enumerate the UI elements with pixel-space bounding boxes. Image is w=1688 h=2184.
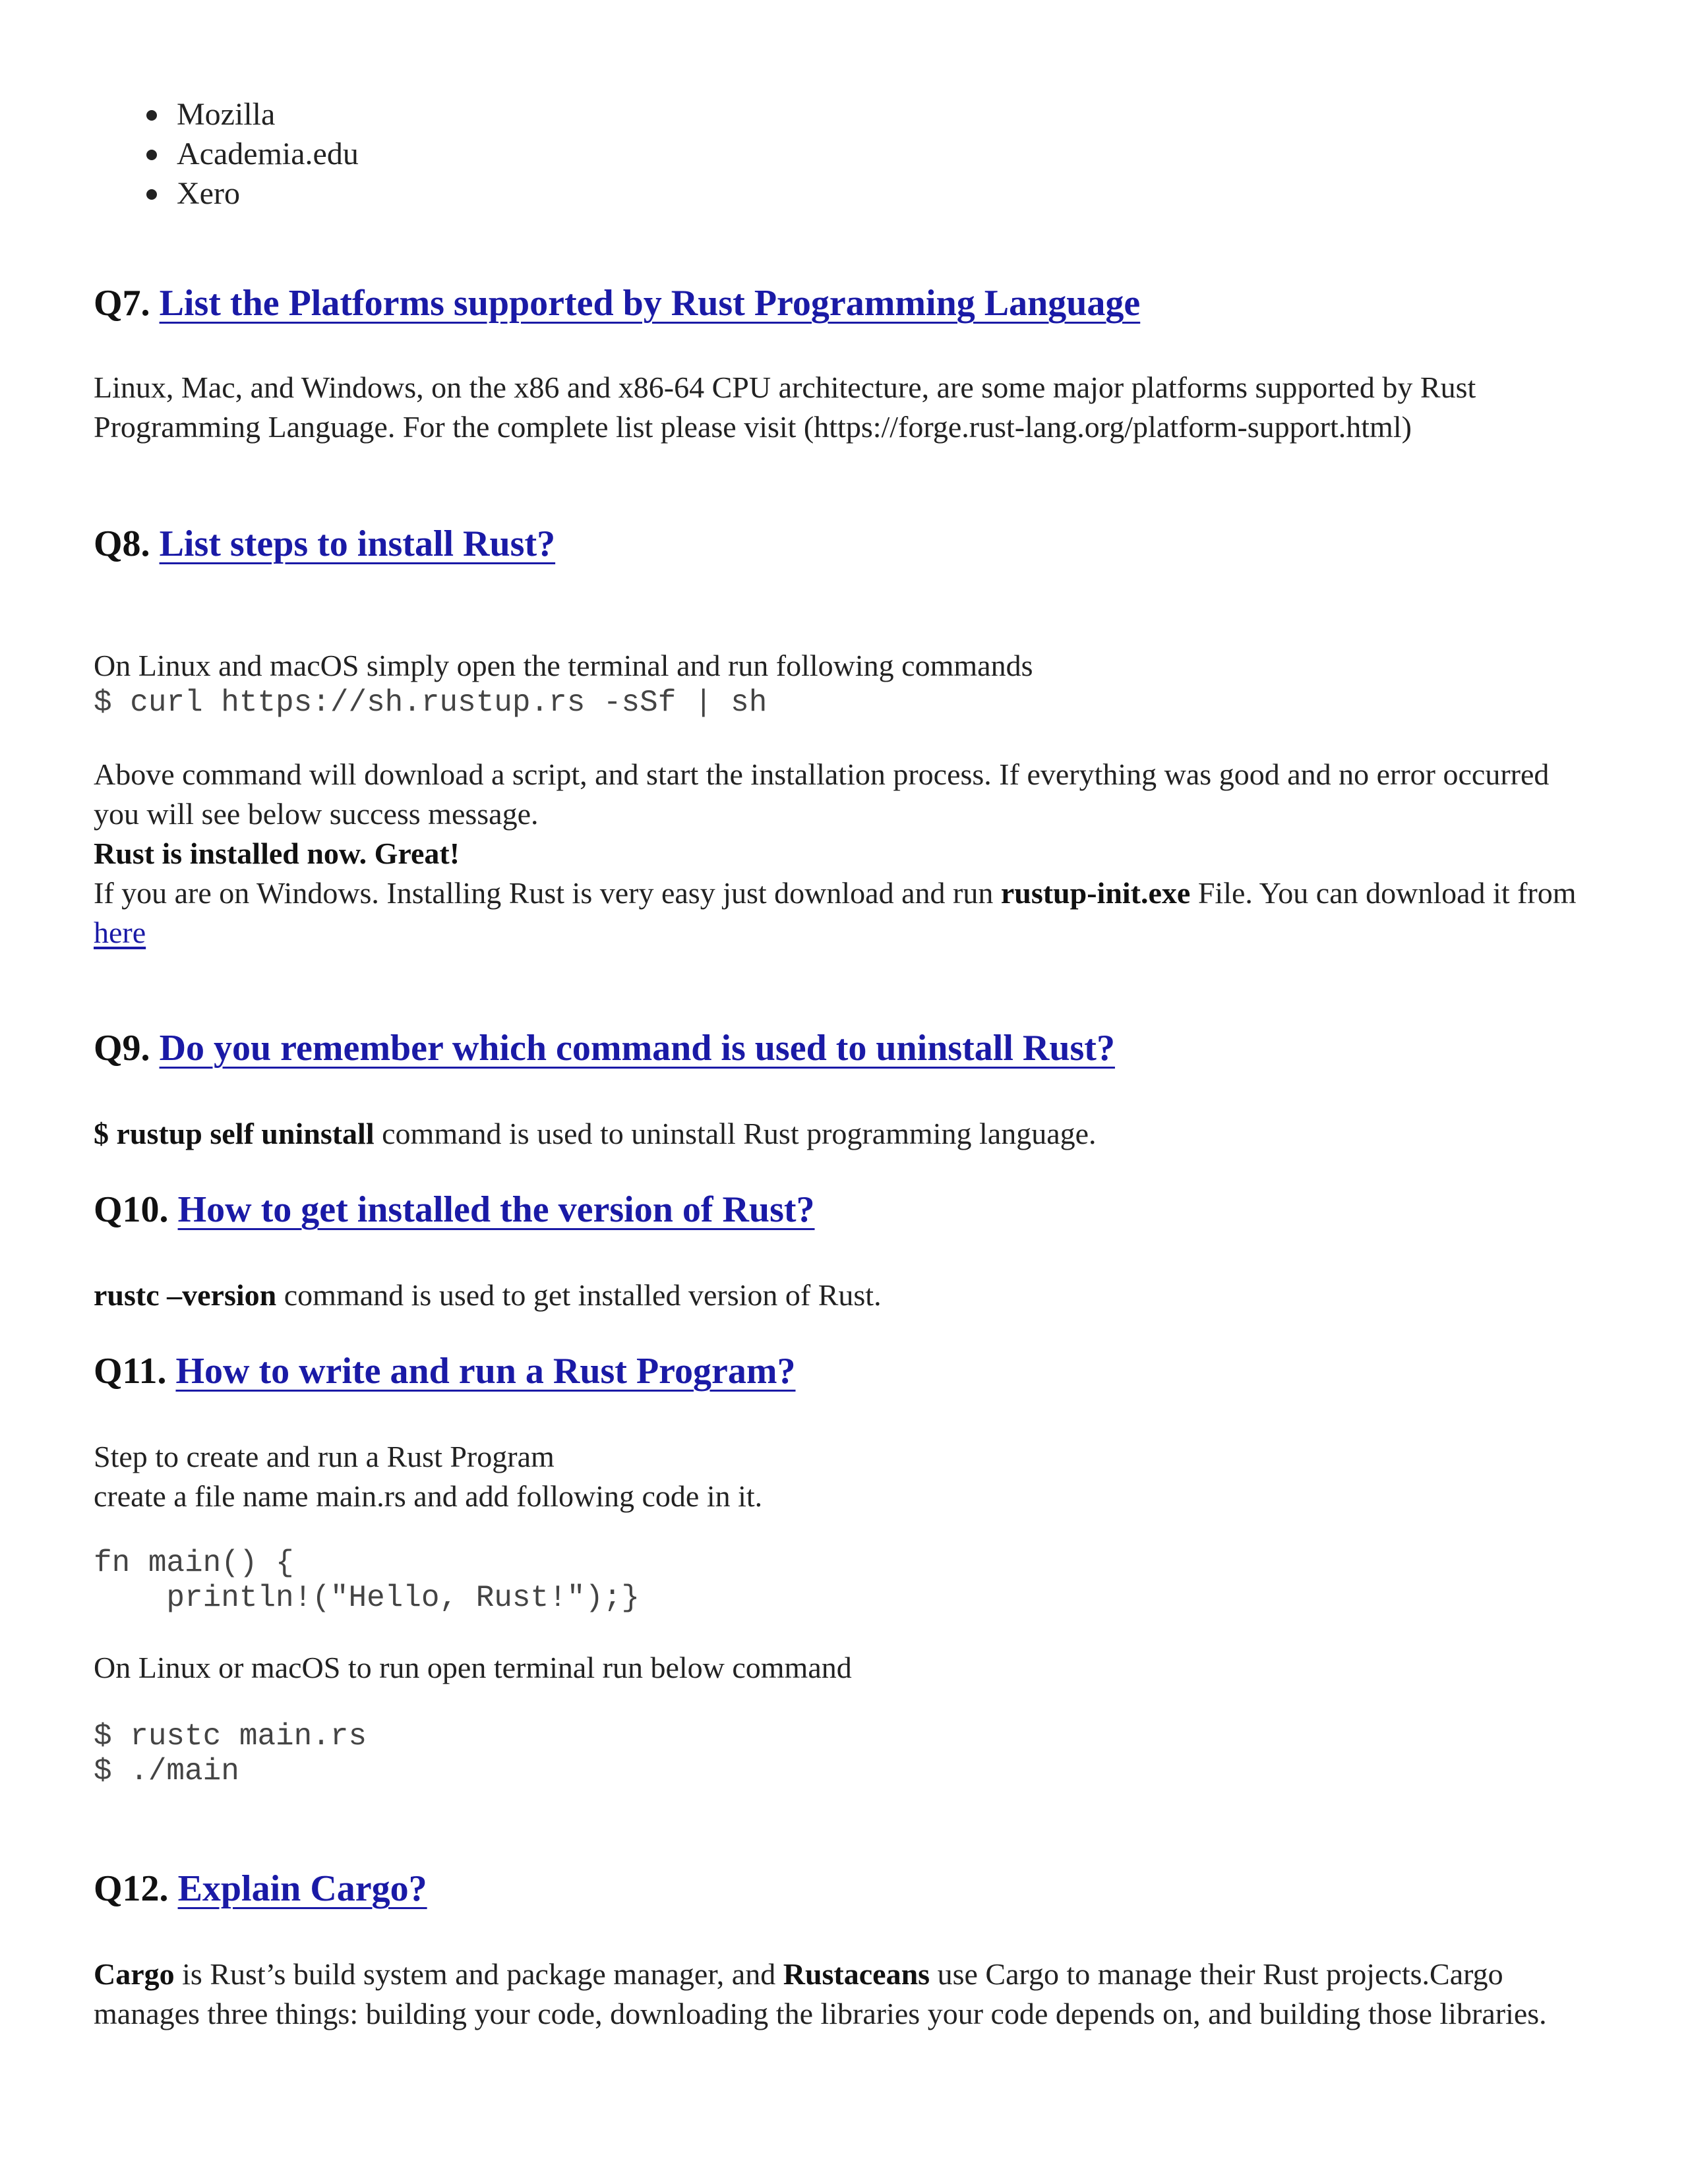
question-number: Q7. [94,283,150,324]
list-item: Xero [146,174,359,214]
question-number: Q9. [94,1028,150,1069]
question-q9-heading [94,1025,1115,1071]
q7-answer: Linux, Mac, and Windows, on the x86 and x86-64 CPU architecture, are some major platforms supported by Rust Programming Language. For the complete list please visit (https://forge.rust-lang.org/platform-support.html) [94,370,1476,444]
q10-answer: rustc –version command is used to get installed version of Rust. [94,1278,882,1312]
code-line: fn main() { [94,1546,294,1580]
download-here-link[interactable]: here [94,916,146,949]
q11-line1: Step to create and run a Rust Program [94,1440,555,1473]
question-number: Q12. [94,1868,169,1909]
question-q8-heading [94,521,555,567]
question-q10-heading [94,1187,815,1233]
question-number: Q10. [94,1189,169,1230]
q9-answer: $ rustup self uninstall command is used to uninstall Rust programming language. [94,1117,1097,1150]
question-number: Q8. [94,523,150,564]
q8-intro: On Linux and macOS simply open the terminal and run following commands [94,649,1033,682]
q8-install-command: $ curl https://sh.rustup.rs -sSf | sh [94,686,768,720]
question-q12-heading [94,1866,427,1912]
question-q11-link[interactable]: How to write and run a Rust Program? [175,1351,796,1392]
q12-answer: Cargo is Rust’s build system and package manager, and Rustaceans use Cargo to manage their Rust projects.Cargo manages three things: building your code, downloading the libraries your code depends on, and building those libraries. [94,1957,1547,2030]
q8-success-message: Rust is installed now. Great! [94,837,460,870]
question-number: Q11. [94,1351,167,1392]
list-item: Mozilla [146,95,359,134]
question-q11-heading [94,1348,796,1394]
bullet-icon [146,150,157,160]
question-q10-link[interactable]: How to get installed the version of Rust? [177,1189,815,1230]
code-line: $ ./main [94,1754,239,1788]
question-q7-heading [94,280,1140,326]
list-item: Academia.edu [146,134,359,174]
question-q9-link[interactable]: Do you remember which command is used to uninstall Rust? [159,1028,1115,1069]
q11-line3: On Linux or macOS to run open terminal run below command [94,1651,852,1684]
q8-paragraph: Above command will download a script, and start the installation process. If everything was good and no error occurred you will see below success message. [94,757,1550,831]
question-q12-link[interactable]: Explain Cargo? [177,1868,427,1909]
question-q7-link[interactable]: List the Platforms supported by Rust Programming Language [159,283,1141,324]
question-q8-link[interactable]: List steps to install Rust? [159,523,556,564]
bullet-icon [146,110,157,121]
bullet-icon [146,189,157,200]
code-line: $ rustc main.rs [94,1719,367,1754]
code-line: println!("Hello, Rust!");} [94,1581,640,1615]
rustup-init-filename: rustup-init.exe [1000,876,1191,910]
company-list [146,95,359,214]
q8-windows-paragraph: If you are on Windows. Installing Rust is very easy just download and run rustup-init.exe File. You can download it from here [94,876,1577,949]
q11-line2: create a file name main.rs and add following code in it. [94,1479,763,1513]
